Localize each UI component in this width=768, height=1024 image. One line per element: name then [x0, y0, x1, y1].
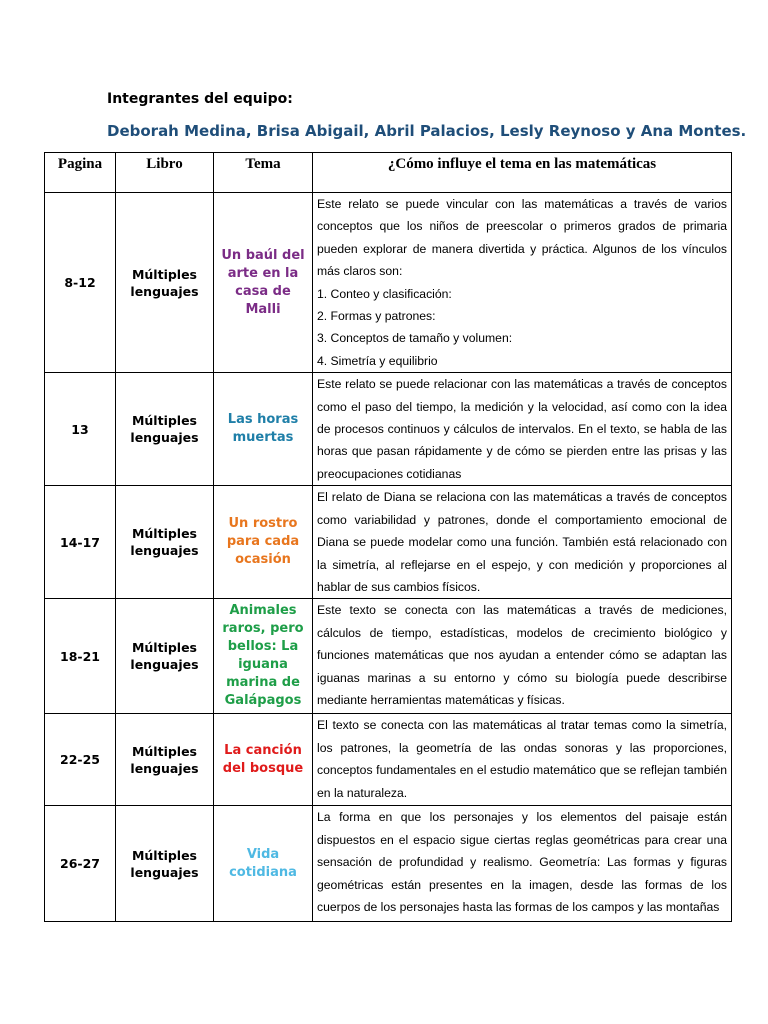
pages-cell: 26-27	[45, 806, 116, 922]
topic-cell: Un baúl del arte en la casa de Malli	[214, 193, 313, 373]
table-header-row	[45, 153, 732, 193]
team-heading: Integrantes del equipo:	[107, 91, 293, 107]
description-cell: El relato de Diana se relaciona con las matemáticas a través de conceptos como variabilidad y patrones, donde el comportamiento emocional de Diana se puede modelar como una función. También está relacionado con la simetría, al reflejarse en el espejo, y con medición y proporciones al hablar de sus cambios físicos.	[313, 486, 732, 599]
pages-cell: 14-17	[45, 486, 116, 599]
description-cell: Este relato se puede relacionar con las matemáticas a través de conceptos como el paso del tiempo, la medición y la velocidad, así como con la idea de procesos continuos y cálculos de intervalos. En el texto, se habla de las horas que pasan rápidamente y de cómo se pierden entre las prisas y las preocupaciones cotidianas	[313, 373, 732, 486]
column-header-math-influence: ¿Cómo influye el tema en las matemáticas	[313, 153, 732, 193]
table-row	[45, 373, 732, 486]
book-cell: Múltiples lenguajes	[116, 193, 214, 373]
table-row	[45, 714, 732, 806]
column-header-topic: Tema	[214, 153, 313, 193]
description-cell: La forma en que los personajes y los elementos del paisaje están dispuestos en el espacio sigue ciertas reglas geométricas para crear una sensación de profundidad y realismo. Geometría: Las formas y figuras geométricas están presentes en la imagen, desde las formas de los cuerpos de los personajes hasta las formas de los campos y las montañas	[313, 806, 732, 922]
column-header-pages: Pagina	[45, 153, 116, 193]
list-item: 3. Conceptos de tamaño y volumen:	[317, 331, 513, 346]
table-row	[45, 486, 732, 599]
table-row	[45, 599, 732, 714]
book-cell: Múltiples lenguajes	[116, 373, 214, 486]
pages-cell: 22-25	[45, 714, 116, 806]
topic-cell: Vida cotidiana	[214, 806, 313, 922]
table-row	[45, 806, 732, 922]
description-cell: El texto se conecta con las matemáticas al tratar temas como la simetría, los patrones, la geometría de las ondas sonoras y las proporciones, conceptos fundamentales en el estudio matemático que se reflejan también en la naturaleza.	[313, 714, 732, 806]
book-cell: Múltiples lenguajes	[116, 486, 214, 599]
topic-cell: Un rostro para cada ocasión	[214, 486, 313, 599]
list-item: 1. Conteo y clasificación:	[317, 286, 452, 301]
pages-cell: 18-21	[45, 599, 116, 714]
book-cell: Múltiples lenguajes	[116, 714, 214, 806]
description-cell: Este texto se conecta con las matemáticas a través de mediciones, cálculos de tiempo, estadísticas, modelos de crecimiento biológico y funciones matemáticas que nos ayudan a entender cómo se adaptan las iguanas marinas a su entorno y cómo su biología puede describirse mediante herramientas matemáticas y físicas.	[313, 599, 732, 714]
list-item: 2. Formas y patrones:	[317, 309, 436, 324]
topics-table	[44, 152, 732, 922]
team-members: Deborah Medina, Brisa Abigail, Abril Palacios, Lesly Reynoso y Ana Montes.	[107, 122, 747, 140]
description-text: Este relato se puede vincular con las matemáticas a través de varios conceptos que los niños de preescolar o primeros grados de primaria pueden explorar de manera divertida y práctica. Algunos de los vínculos más claros son:	[317, 197, 727, 279]
book-cell: Múltiples lenguajes	[116, 806, 214, 922]
table-row	[45, 193, 732, 373]
topic-cell: Animales raros, pero bellos: La iguana marina de Galápagos	[214, 599, 313, 714]
description-cell	[313, 193, 732, 373]
pages-cell: 8-12	[45, 193, 116, 373]
book-cell: Múltiples lenguajes	[116, 599, 214, 714]
pages-cell: 13	[45, 373, 116, 486]
list-item: 4. Simetría y equilibrio	[317, 353, 438, 368]
topic-cell: Las horas muertas	[214, 373, 313, 486]
topic-cell: La canción del bosque	[214, 714, 313, 806]
column-header-book: Libro	[116, 153, 214, 193]
